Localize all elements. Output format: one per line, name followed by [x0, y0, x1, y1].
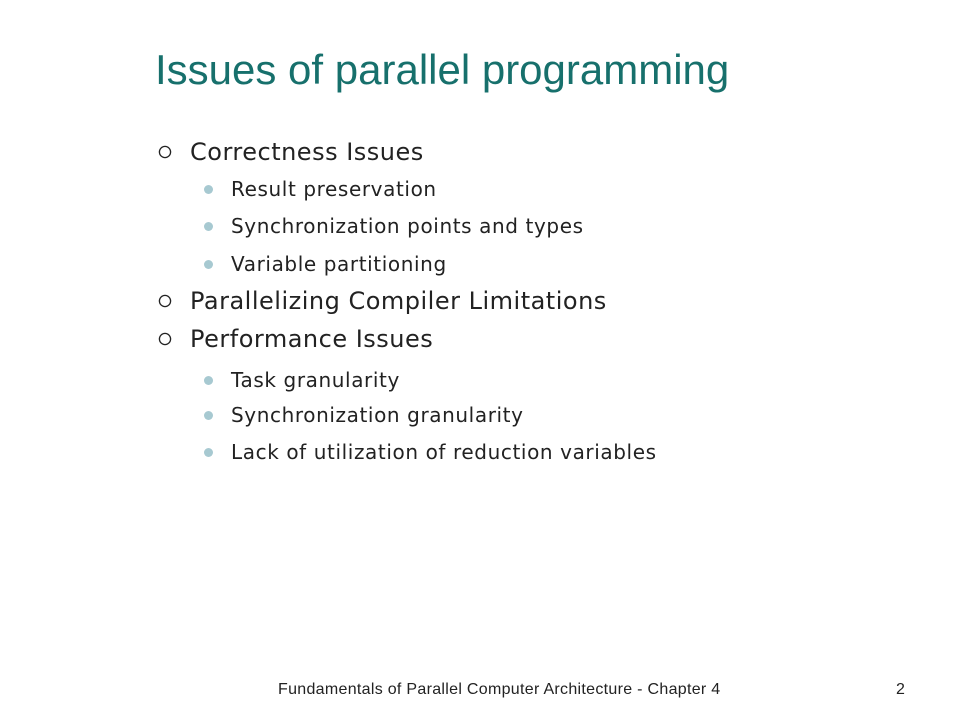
sub-item-label: Result preservation — [231, 177, 437, 201]
list-item-label: Parallelizing Compiler Limitations — [190, 287, 607, 315]
list-item-label: Correctness Issues — [190, 138, 424, 166]
dot-bullet-icon — [204, 411, 213, 420]
hollow-circle-bullet-icon — [158, 294, 172, 308]
sub-item-label: Synchronization points and types — [231, 214, 584, 238]
list-item-label: Performance Issues — [190, 325, 434, 353]
dot-bullet-icon — [204, 260, 213, 269]
footer-text: Fundamentals of Parallel Computer Architecture - Chapter 4 — [278, 681, 721, 698]
slide-title: Issues of parallel programming — [155, 46, 730, 93]
page-number: 2 — [896, 681, 905, 698]
hollow-circle-bullet-icon — [158, 332, 172, 346]
sub-item-label: Lack of utilization of reduction variables — [231, 440, 657, 464]
dot-bullet-icon — [204, 448, 213, 457]
sub-item-label: Variable partitioning — [231, 252, 447, 276]
dot-bullet-icon — [204, 185, 213, 194]
slide-footer — [0, 678, 960, 702]
sub-item-label: Task granularity — [231, 368, 400, 392]
sub-item-label: Synchronization granularity — [231, 403, 524, 427]
dot-bullet-icon — [204, 222, 213, 231]
dot-bullet-icon — [204, 376, 213, 385]
hollow-circle-bullet-icon — [158, 145, 172, 159]
